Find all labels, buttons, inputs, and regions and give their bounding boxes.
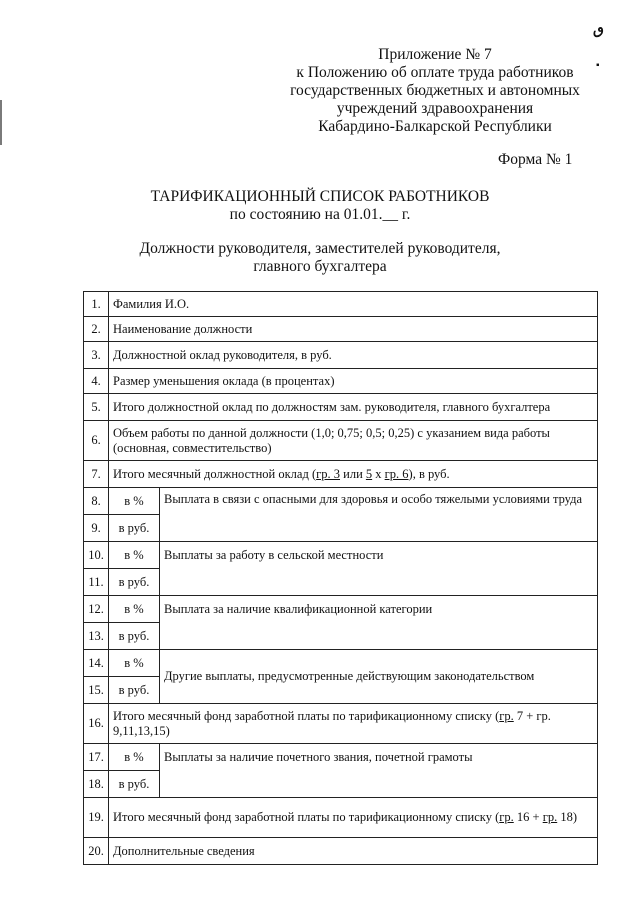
appendix-line: Кабардино-Балкарской Республики <box>318 118 552 135</box>
table-row <box>84 798 598 838</box>
row-number: 9. <box>84 515 109 542</box>
table-row <box>84 317 598 342</box>
row-label: Итого должностной оклад по должностям зам. руководителя, главного бухгалтера <box>109 394 598 421</box>
subtitle-line: главного бухгалтера <box>253 258 387 275</box>
appendix-header <box>280 46 590 136</box>
column-ref: 5 <box>365 466 373 481</box>
row-number: 18. <box>84 771 109 798</box>
row-number: 10. <box>84 542 109 569</box>
table-row <box>84 369 598 394</box>
unit-cell: в руб. <box>109 515 160 542</box>
row-label: Объем работы по данной должности (1,0; 0,75; 0,5; 0,25) с указанием вида работы (основная, совместительство) <box>109 421 598 461</box>
column-ref: гр. 3 <box>316 466 341 481</box>
label-text: или <box>340 466 366 481</box>
table-row <box>84 394 598 421</box>
column-ref: гр. 6 <box>384 466 409 481</box>
unit-cell: в руб. <box>109 569 160 596</box>
row-label: Размер уменьшения оклада (в процентах) <box>109 369 598 394</box>
unit-cell: в руб. <box>109 623 160 650</box>
row-label: Дополнительные сведения <box>109 838 598 865</box>
table-row <box>84 421 598 461</box>
row-label: Выплата за наличие квалификационной категории <box>160 596 598 650</box>
unit-cell: в руб. <box>109 771 160 798</box>
scan-edge-marks <box>0 100 6 145</box>
label-text: ), в руб. <box>408 466 450 481</box>
date-line: по состоянию на 01.01.__ г. <box>229 206 411 223</box>
row-label <box>109 704 598 744</box>
table-row <box>84 744 598 771</box>
appendix-line: Приложение № 7 <box>378 46 492 63</box>
label-text: 16 + <box>513 810 543 824</box>
row-number: 15. <box>84 677 109 704</box>
row-number: 2. <box>84 317 109 342</box>
row-number: 17. <box>84 744 109 771</box>
column-ref: гр. <box>499 810 514 824</box>
row-number: 20. <box>84 838 109 865</box>
table-row <box>84 596 598 623</box>
row-label: Должностной оклад руководителя, в руб. <box>109 342 598 369</box>
row-label: Фамилия И.О. <box>109 292 598 317</box>
row-number: 14. <box>84 650 109 677</box>
row-number: 6. <box>84 421 109 461</box>
appendix-line: учреждений здравоохранения <box>336 100 534 117</box>
row-number: 5. <box>84 394 109 421</box>
label-text: Итого месячный фонд заработной платы по тарификационному списку ( <box>113 708 500 723</box>
row-label <box>109 461 598 488</box>
row-number: 12. <box>84 596 109 623</box>
row-number: 4. <box>84 369 109 394</box>
row-label <box>109 798 598 838</box>
column-ref: гр. <box>542 810 558 824</box>
table-row <box>84 542 598 569</box>
subtitle-line: Должности руководителя, заместителей руководителя, <box>139 240 501 257</box>
unit-cell: в % <box>109 596 160 623</box>
corner-dot: ▪ <box>596 60 600 71</box>
label-text: 18) <box>557 810 577 824</box>
appendix-line: государственных бюджетных и автономных <box>290 82 580 99</box>
row-label: Выплаты за наличие почетного звания, почетной грамоты <box>160 744 598 798</box>
section-subtitle <box>0 240 640 276</box>
unit-cell: в % <box>109 488 160 515</box>
row-number: 13. <box>84 623 109 650</box>
row-label: Наименование должности <box>109 317 598 342</box>
table-row <box>84 650 598 677</box>
appendix-line: к Положению об оплате труда работников <box>296 64 574 81</box>
column-ref: гр. <box>499 708 514 723</box>
row-number: 7. <box>84 461 109 488</box>
row-number: 8. <box>84 488 109 515</box>
table-row <box>84 461 598 488</box>
row-label: Другие выплаты, предусмотренные действующим законодательством <box>160 650 598 704</box>
tariff-table <box>83 291 598 865</box>
unit-cell: в % <box>109 650 160 677</box>
table-row <box>84 704 598 744</box>
unit-cell: в % <box>109 744 160 771</box>
row-label: Выплаты за работу в сельской местности <box>160 542 598 596</box>
table-row <box>84 342 598 369</box>
table-row <box>84 488 598 515</box>
label-text: х <box>372 466 385 481</box>
unit-cell: в руб. <box>109 677 160 704</box>
row-number: 1. <box>84 292 109 317</box>
table-row <box>84 292 598 317</box>
corner-mark: ٯ <box>593 23 604 38</box>
row-number: 19. <box>84 798 109 838</box>
row-number: 16. <box>84 704 109 744</box>
label-text: Итого месячный фонд заработной платы по тарификационному списку ( <box>113 810 500 824</box>
row-label: Выплата в связи с опасными для здоровья и особо тяжелыми условиями труда <box>160 488 598 542</box>
label-text: Итого месячный должностной оклад ( <box>113 466 317 481</box>
label-text: 7 + гр. 9,11,13,15) <box>113 708 551 738</box>
unit-cell: в % <box>109 542 160 569</box>
table-row <box>84 838 598 865</box>
row-number: 3. <box>84 342 109 369</box>
form-number: Форма № 1 <box>498 151 573 168</box>
row-number: 11. <box>84 569 109 596</box>
document-title: ТАРИФИКАЦИОННЫЙ СПИСОК РАБОТНИКОВ <box>150 188 490 205</box>
